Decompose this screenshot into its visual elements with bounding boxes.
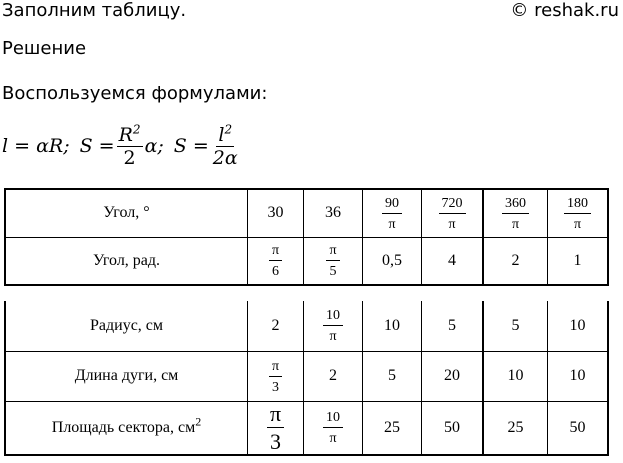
row-label-sector-area: [5, 401, 248, 455]
formula-area-fraction: [117, 124, 143, 169]
cell-den: 5: [329, 264, 337, 280]
formula-area2-num-exp: 2: [224, 122, 233, 137]
cell-den: 3: [271, 379, 279, 395]
row-label-angle-rad: Угол, рад.: [5, 237, 248, 285]
cell-den: π: [448, 216, 456, 232]
cell: [548, 189, 609, 237]
intro-line: Заполним таблицу.: [2, 0, 187, 21]
table-row: [5, 189, 608, 237]
cell-num: π: [326, 242, 339, 261]
cell-num: 10: [323, 307, 343, 326]
formula-area-lhs: S =: [79, 135, 115, 157]
cell-den: π: [329, 431, 337, 446]
solution-heading: Решение: [2, 38, 87, 59]
formula-area-den: 2: [123, 146, 136, 169]
cell: 1: [548, 237, 609, 285]
table-row: [5, 401, 608, 455]
cell: 10: [548, 351, 609, 401]
cell: [304, 401, 363, 455]
cell: 36: [304, 189, 363, 237]
cell: 2: [248, 301, 304, 351]
table-row: [5, 301, 608, 351]
cell: [304, 237, 363, 285]
cell-num: π: [269, 358, 282, 377]
cell: 0,5: [363, 237, 422, 285]
row-label-radius: Радиус, см: [5, 301, 248, 351]
cell-num: 180: [564, 195, 591, 214]
formula-line: [2, 122, 242, 170]
cell: 25: [483, 401, 548, 455]
table-row: [5, 351, 608, 401]
cell: 4: [422, 237, 484, 285]
cell-den: 6: [271, 264, 279, 280]
cell: 2: [304, 351, 363, 401]
cell-num: 360: [502, 195, 529, 214]
sector-area-label-text: Площадь сектора, см: [51, 418, 196, 436]
cell: 10: [363, 301, 422, 351]
cell: [248, 237, 304, 285]
cell-den: 3: [269, 428, 281, 454]
cell: [304, 301, 363, 351]
cell: [248, 351, 304, 401]
cell: 50: [422, 401, 484, 455]
table-row: [5, 237, 608, 285]
cell: 20: [422, 351, 484, 401]
cell-den: π: [573, 216, 582, 232]
formula-area2-num: l: [218, 123, 225, 146]
formula-area2-lhs: S =: [173, 135, 209, 157]
cell: 5: [363, 351, 422, 401]
cell: [363, 189, 422, 237]
row-label-angle-deg: Угол, °: [5, 189, 248, 237]
formula-area2-den: 2α: [212, 146, 238, 169]
cell: 30: [248, 189, 304, 237]
formula-area-num: R: [118, 123, 133, 146]
cell: 5: [483, 301, 548, 351]
cell-num: 90: [382, 195, 402, 214]
cell: 50: [548, 401, 609, 455]
cell-num: π: [267, 402, 284, 428]
sector-area-label-exp: 2: [195, 414, 202, 429]
row-label-arc-length: Длина дуги, см: [5, 351, 248, 401]
cell-num: 720: [439, 195, 466, 214]
formula-area-num-exp: 2: [132, 122, 141, 137]
cell: [248, 401, 304, 455]
cell: 5: [422, 301, 484, 351]
formulas-intro: Воспользуемся формулами:: [2, 83, 268, 104]
cell: 25: [363, 401, 422, 455]
cell: [422, 189, 484, 237]
radius-table: [4, 301, 609, 456]
cell-den: π: [329, 329, 337, 345]
formula-area2-fraction: [211, 124, 240, 169]
formula-area-tail: α;: [144, 135, 164, 157]
angle-table: [4, 188, 609, 286]
cell: [483, 189, 548, 237]
cell-den: π: [511, 216, 520, 232]
cell-den: π: [388, 216, 396, 232]
site-credit[interactable]: © reshak.ru: [510, 0, 619, 21]
cell: 10: [483, 351, 548, 401]
cell-num: π: [269, 242, 282, 261]
formula-arc-length: l = αR;: [2, 135, 70, 157]
cell: 10: [548, 301, 609, 351]
cell: 2: [483, 237, 548, 285]
cell-num: 10: [323, 409, 343, 428]
